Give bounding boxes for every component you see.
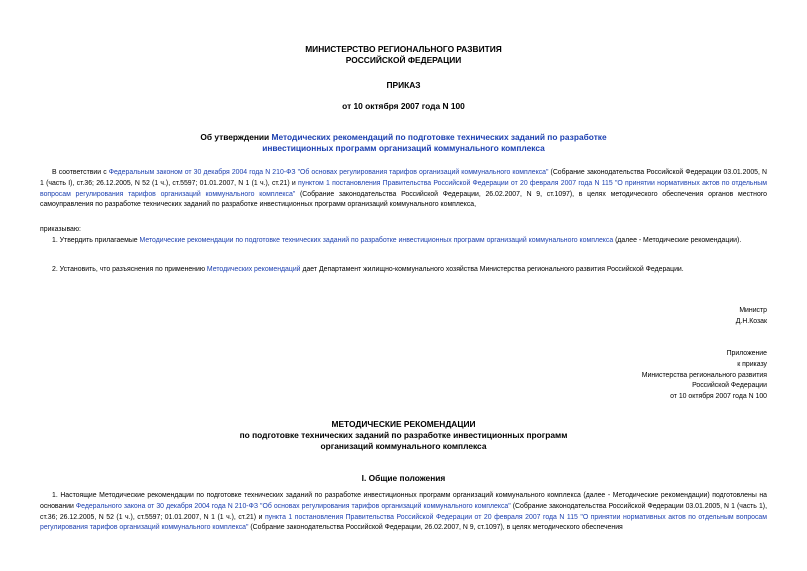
signature-name: Д.Н.Козак [735,317,767,325]
item-2-text-1: 2. Установить, что разъяснения по применению [52,266,207,273]
item-2-text-2: дает Департамент жилищно-коммунального хозяйства Министерства регионального развития Российской Федерации. [300,266,684,273]
appendix-block [642,349,767,403]
item-1-text-2: (далее - Методические рекомендации). [613,237,742,244]
signature-title: Министр [739,307,767,314]
order-date: от 10 октября 2007 года N 100 [342,101,465,111]
preamble-text-3: (Собрание законодательства Российской Федерации, 26.02.2007, N 9, ст.1097), в целях методического обеспечения органов местного самоуправления по разработке технических заданий по разработке инвестиционных программ организаций коммунального комплекса, [40,190,768,209]
ministry-header [0,44,807,66]
methodical-recommendations-short-link[interactable]: Методических рекомендаций [206,266,301,273]
appendix-line-4: Российской Федерации [692,382,767,390]
item-1-paragraph [40,236,767,247]
section-1-text-2: (Собрание законодательства Российской Федерации 03.01.2005, N 1 (часть 1), ст.36; 26.12.2005, N 52 (1 ч.), ст.5597; 01.01.2007, N 1 (1 ч.), ст.21) и [40,502,767,521]
section-1-text-1: 1. Настоящие Методические рекомендации по подготовке технических заданий по разработке инвестиционных программ организаций коммунального комплекса (далее - Методические рекомендации) подготовлены на основании [40,492,767,510]
appendix-line-2: к приказу [737,360,767,368]
government-resolution-link[interactable]: пунктом 1 постановления Правительства Российской Федерации от 20 февраля 2007 года N 115 "О принятии нормативных актов по отдельным вопросам регулирования тарифов организаций коммунального комплекса" [40,179,767,198]
preamble-text-1: В соответствии с [52,169,109,176]
order-title-link[interactable]: Методических рекомендаций по подготовке технических заданий по разработке [271,132,607,142]
appendix-line-3: Министерства регионального развития [641,371,767,379]
section-1-paragraph [40,491,767,534]
document-title [0,419,807,452]
appendix-line-5: от 10 октября 2007 года N 100 [670,393,767,401]
document-title-line-2: по подготовке технических заданий по разработке инвестиционных программ [239,430,568,440]
document-title-line-1: МЕТОДИЧЕСКИЕ РЕКОМЕНДАЦИИ [331,419,476,429]
order-title-prefix: Об утверждении [200,132,272,142]
preamble-paragraph [40,168,767,211]
section-heading: I. Общие положения [361,473,446,483]
order-label: ПРИКАЗ [386,80,421,90]
ministry-line-1: МИНИСТЕРСТВО РЕГИОНАЛЬНОГО РАЗВИТИЯ [305,44,502,54]
methodical-recommendations-link[interactable]: Методические рекомендации по подготовке технических заданий по разработке инвестиционных программ организаций коммунального комплекса [139,237,614,244]
order-title [0,132,807,154]
order-title-link-line2[interactable]: инвестиционных программ организаций коммунального комплекса [262,143,545,153]
document-title-line-3: организаций коммунального комплекса [320,441,487,451]
order-word: приказываю: [40,226,81,233]
item-2-paragraph [40,265,767,276]
ministry-line-2: РОССИЙСКОЙ ФЕДЕРАЦИИ [345,55,462,65]
preamble-text-2: (Собрание законодательства Российской Федерации 03.01.2005, N 1 (часть I), ст.36; 26.12.2005, N 52 (1 ч.), ст.5597; 01.01.2007, N 1 (1 ч.), ст.21) и [40,169,767,187]
section-1-text-3: (Собрание законодательства Российской Федерации, 26.02.2007, N 9, ст.1097), в целях методического обеспечения [248,524,623,532]
item-1-text-1: 1. Утвердить прилагаемые [52,237,140,244]
appendix-line-1: Приложение [726,350,767,357]
federal-law-link[interactable]: Федеральным законом от 30 декабря 2004 года N 210-ФЗ "Об основах регулирования тарифов организаций коммунального комплекса" [108,169,549,176]
signature-block [736,306,767,328]
section-government-resolution-link[interactable]: пункта 1 постановления Правительства Российской Федерации от 20 февраля 2007 года N 115 "О принятии нормативных актов по отдельным вопросам регулирования тарифов организаций коммунального комплекса" [40,513,768,532]
section-federal-law-link[interactable]: Федерального закона от 30 декабря 2004 года N 210-ФЗ "Об основах регулирования тарифов организаций коммунального комплекса" [75,502,511,510]
